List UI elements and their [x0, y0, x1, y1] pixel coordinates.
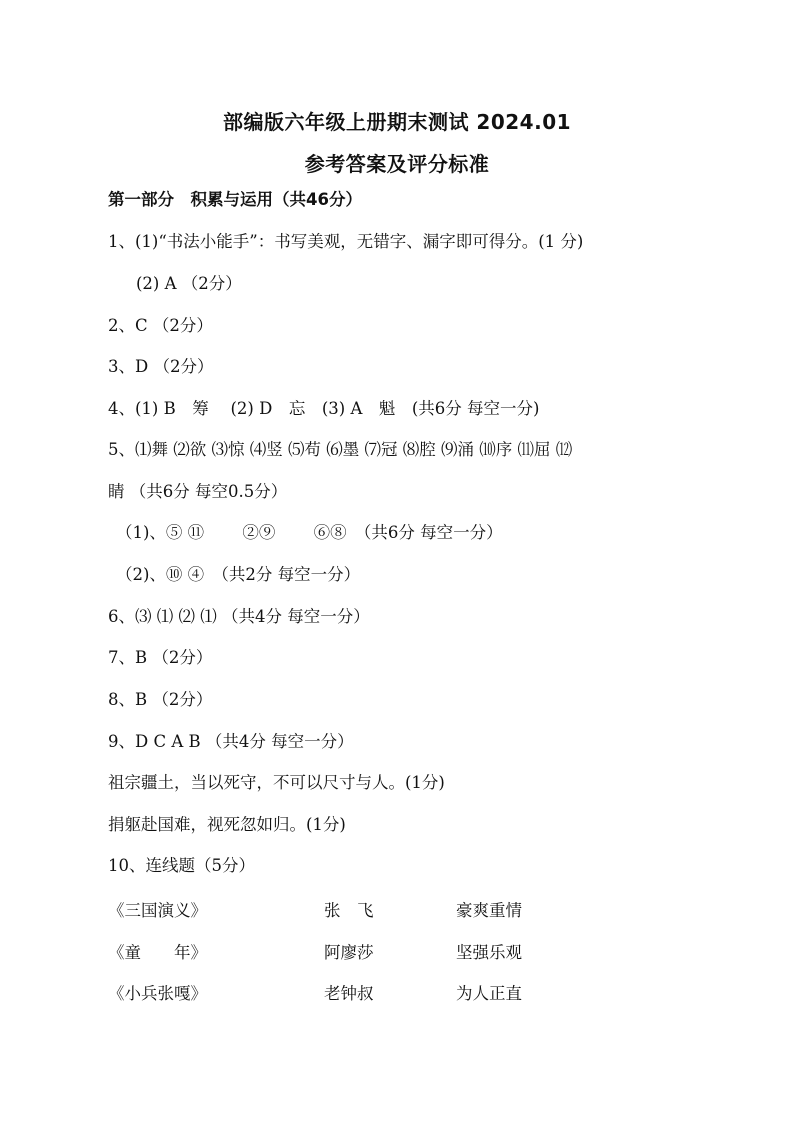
answer-line: （1)、⑤ ⑪ ②⑨ ⑥⑧ （共6分 每空一分） — [116, 523, 503, 542]
answer-line: 3、D （2分） — [108, 357, 214, 376]
matching-row — [0, 939, 794, 963]
matching-book: 《小兵张嘎》 — [108, 984, 207, 1003]
matching-trait: 豪爽重情 — [456, 901, 522, 920]
matching-trait: 为人正直 — [456, 984, 522, 1003]
section-heading: 第一部分 积累与运用（共46分） — [108, 190, 362, 209]
answer-line: 睛 （共6分 每空0.5分） — [108, 482, 288, 501]
answer-line: 10、连线题（5分） — [108, 856, 255, 875]
answer-line: 捐躯赴国难，视死忽如归。(1分) — [108, 815, 346, 834]
answer-line: 8、B （2分） — [108, 690, 213, 709]
answer-line: 9、D C A B （共4分 每空一分） — [108, 732, 354, 751]
matching-trait: 坚强乐观 — [456, 943, 522, 962]
answer-line: 1、(1)“书法小能手”：书写美观，无错字、漏字即可得分。(1 分) — [108, 232, 584, 251]
answer-line: (2) A （2分） — [136, 274, 242, 293]
matching-row — [0, 980, 794, 1004]
matching-character: 阿廖莎 — [324, 943, 374, 962]
answer-line: （2)、⑩ ④ （共2分 每空一分） — [116, 565, 361, 584]
answer-line: 祖宗疆土，当以死守，不可以尺寸与人。(1分) — [108, 773, 445, 792]
matching-book: 《童 年》 — [108, 943, 207, 962]
matching-book: 《三国演义》 — [108, 901, 207, 920]
answer-line: 6、⑶ ⑴ ⑵ ⑴ （共4分 每空一分） — [108, 607, 370, 626]
matching-character: 张 飞 — [324, 901, 374, 920]
answer-line: 5、⑴舞 ⑵欲 ⑶惊 ⑷竖 ⑸苟 ⑹墨 ⑺冠 ⑻腔 ⑼涌 ⑽序 ⑾屈 ⑿ — [108, 440, 573, 459]
answer-line: 7、B （2分） — [108, 648, 213, 667]
document-subtitle: 参考答案及评分标准 — [304, 152, 490, 176]
answer-line: 4、(1) B 筹 (2) D 忘 (3) A 魁 (共6分 每空一分) — [108, 399, 540, 418]
answer-line: 2、C （2分） — [108, 316, 213, 335]
document-title: 部编版六年级上册期末测试 2024.01 — [222, 110, 572, 134]
matching-row — [0, 897, 794, 921]
matching-character: 老钟叔 — [324, 984, 374, 1003]
